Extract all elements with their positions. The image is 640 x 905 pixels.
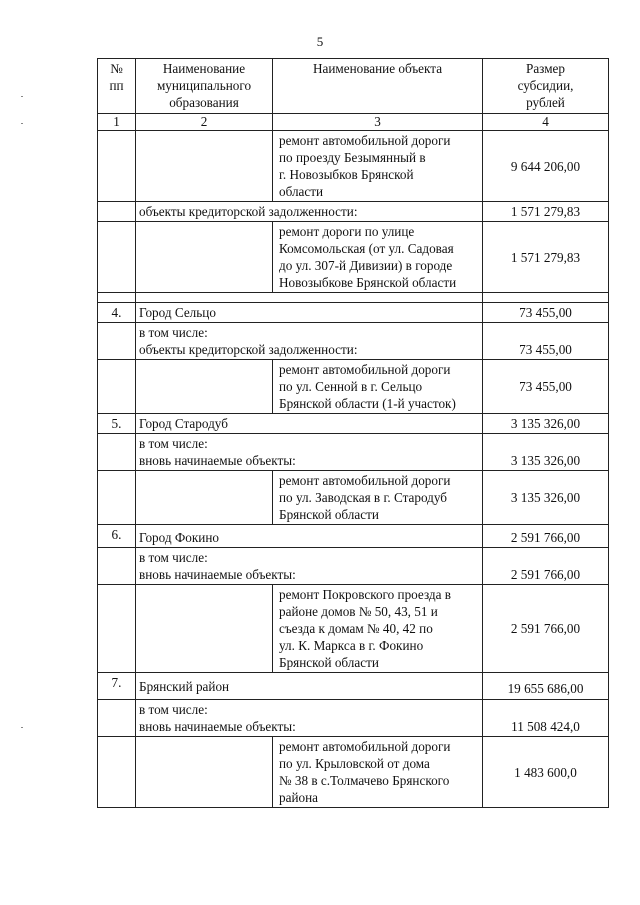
table-row	[98, 323, 609, 360]
empty-cell	[483, 293, 609, 303]
amount-cell: 1 571 279,83	[483, 202, 609, 222]
margin-mark	[21, 96, 23, 97]
amount-cell: 1 483 600,0	[483, 737, 609, 808]
amount-cell: 3 135 326,00	[483, 471, 609, 525]
amount-cell: 11 508 424,0	[483, 700, 609, 737]
empty-cell	[98, 548, 136, 585]
index-cell: 3	[273, 114, 483, 131]
empty-cell	[136, 360, 273, 414]
amount-cell: 73 455,00	[483, 303, 609, 323]
table-row	[98, 548, 609, 585]
page-number: 5	[316, 34, 324, 49]
category-label: объекты кредиторской задолженности:	[136, 202, 483, 222]
amount-cell: 3 135 326,00	[483, 414, 609, 434]
index-cell: 4	[483, 114, 609, 131]
header-municipality: Наименование муниципального образования	[136, 59, 273, 114]
municipality-name: Город Фокино	[136, 525, 483, 548]
object-name: ремонт автомобильной дороги по ул. Крыловской от дома № 38 в с.Толмачево Брянского района	[273, 737, 483, 808]
municipality-name: Город Сельцо	[136, 303, 483, 323]
table-row	[98, 673, 609, 700]
table-row	[98, 471, 609, 525]
empty-cell	[98, 700, 136, 737]
empty-cell	[136, 585, 273, 673]
column-index-row	[98, 114, 609, 131]
spacer-row	[98, 293, 609, 303]
municipality-name: Город Стародуб	[136, 414, 483, 434]
object-name: ремонт автомобильной дороги по ул. Сенной в г. Сельцо Брянской области (1-й участок)	[273, 360, 483, 414]
row-number: 5.	[98, 414, 136, 434]
table-row	[98, 131, 609, 202]
row-number: 6.	[98, 525, 136, 548]
category-label: в том числе: вновь начинаемые объекты:	[136, 548, 483, 585]
table-row	[98, 737, 609, 808]
margin-mark	[21, 123, 23, 124]
category-label: в том числе: вновь начинаемые объекты:	[136, 700, 483, 737]
subsidy-table	[97, 58, 609, 808]
empty-cell	[98, 737, 136, 808]
table-row	[98, 202, 609, 222]
category-label: в том числе: вновь начинаемые объекты:	[136, 434, 483, 471]
table-row	[98, 303, 609, 323]
amount-cell: 2 591 766,00	[483, 548, 609, 585]
amount-cell: 9 644 206,00	[483, 131, 609, 202]
empty-cell	[136, 131, 273, 202]
empty-cell	[98, 131, 136, 202]
empty-cell	[136, 471, 273, 525]
category-label: в том числе: объекты кредиторской задолженности:	[136, 323, 483, 360]
amount-cell: 73 455,00	[483, 323, 609, 360]
table-row	[98, 414, 609, 434]
empty-cell	[98, 434, 136, 471]
table-row	[98, 525, 609, 548]
empty-cell	[98, 471, 136, 525]
amount-cell: 2 591 766,00	[483, 525, 609, 548]
object-name: ремонт автомобильной дороги по ул. Заводская в г. Стародуб Брянской области	[273, 471, 483, 525]
object-name: ремонт Покровского проезда в районе домов № 50, 43, 51 и съезда к домам № 40, 42 по ул. К. Маркса в г. Фокино Брянской области	[273, 585, 483, 673]
empty-cell	[98, 360, 136, 414]
empty-cell	[98, 222, 136, 293]
amount-cell: 1 571 279,83	[483, 222, 609, 293]
table-row	[98, 700, 609, 737]
amount-cell: 19 655 686,00	[483, 673, 609, 700]
header-num: № пп	[98, 59, 136, 114]
object-name: ремонт автомобильной дороги по проезду Безымянный в г. Новозыбков Брянской области	[273, 131, 483, 202]
header-amount: Размер субсидии, рублей	[483, 59, 609, 114]
table-row	[98, 360, 609, 414]
table-row	[98, 434, 609, 471]
row-number: 7.	[98, 673, 136, 700]
amount-cell: 73 455,00	[483, 360, 609, 414]
row-number: 4.	[98, 303, 136, 323]
index-cell: 2	[136, 114, 273, 131]
empty-cell	[136, 737, 273, 808]
empty-cell	[98, 202, 136, 222]
amount-cell: 3 135 326,00	[483, 434, 609, 471]
empty-cell	[98, 293, 136, 303]
table-row	[98, 222, 609, 293]
amount-cell: 2 591 766,00	[483, 585, 609, 673]
margin-mark	[21, 727, 23, 728]
empty-cell	[136, 222, 273, 293]
object-name: ремонт дороги по улице Комсомольская (от ул. Садовая до ул. 307-й Дивизии) в городе Новозыбкове Брянской области	[273, 222, 483, 293]
municipality-name: Брянский район	[136, 673, 483, 700]
empty-cell	[98, 585, 136, 673]
header-object: Наименование объекта	[273, 59, 483, 114]
index-cell: 1	[98, 114, 136, 131]
table-header-row	[98, 59, 609, 114]
empty-cell	[98, 323, 136, 360]
empty-cell	[136, 293, 483, 303]
table-row	[98, 585, 609, 673]
